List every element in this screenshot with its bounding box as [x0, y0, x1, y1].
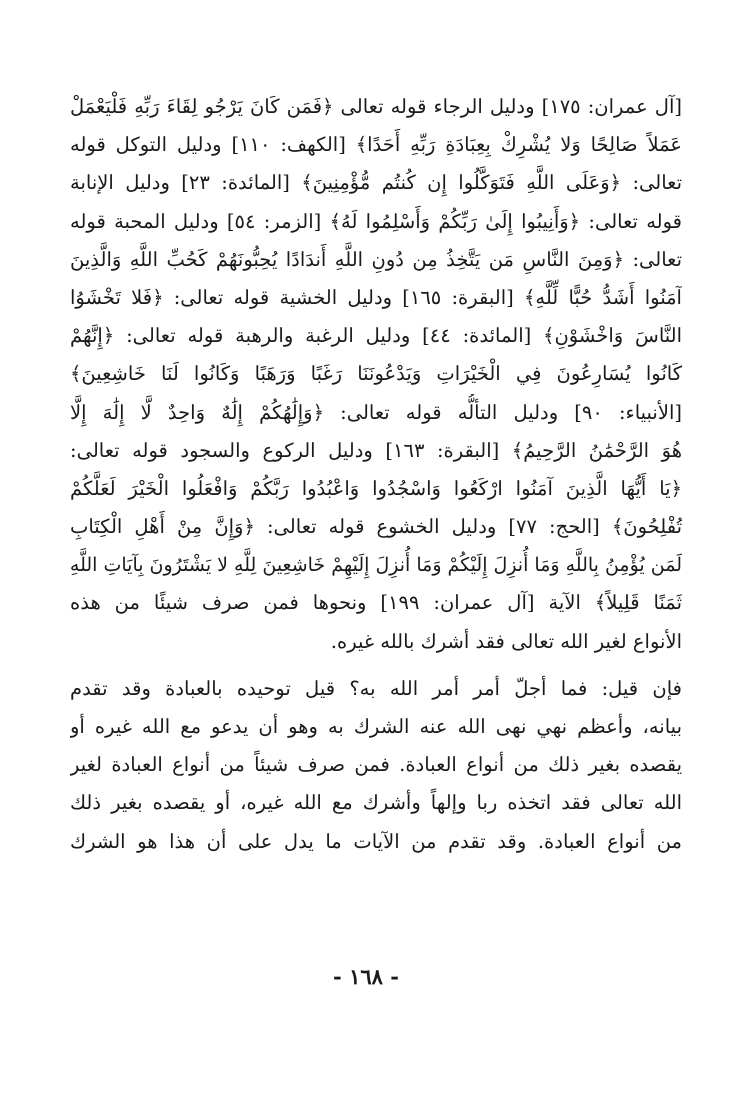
text-line: قوله تعالى: ﴿وَأَنِيبُوا إِلَىٰ رَبِّكُمْ وَأَسْلِمُوا لَهُ﴾ [الزمر: ٥٤] ودليل المحبة قوله [70, 209, 682, 233]
text-line: الله تعالى فقد اتخذه ربا وإلهاً وأشرك مع الله غيره، أو يقصده بغير ذلك [70, 791, 682, 815]
text-line: تُفْلِحُونَ﴾ [الحج: ٧٧] ودليل الخشوع قوله تعالى: ﴿وَإِنَّ مِنْ أَهْلِ الْكِتَابِ [70, 515, 682, 539]
text-line: ثَمَنًا قَلِيلاً﴾ الآية [آل عمران: ١٩٩] ونحوها فمن صرف شيئًا من هذه [70, 591, 682, 615]
text-line: تعالى: ﴿وَمِنَ النَّاسِ مَن يَتَّخِذُ مِن دُونِ اللَّهِ أَندَادًا يُحِبُّونَهُمْ كَحُبِّ اللَّهِ وَالَّذِينَ [70, 247, 682, 271]
text-line: الأنواع لغير الله تعالى فقد أشرك بالله غيره. [330, 629, 682, 653]
text-line: ﴿يَا أَيُّهَا الَّذِينَ آمَنُوا ارْكَعُوا وَاسْجُدُوا وَاعْبُدُوا رَبَّكُمْ وَافْعَلُوا الْخَيْرَ لَعَلَّكُمْ [70, 476, 682, 500]
text-line: فإن قيل: فما أجلّ أمر أمر الله به؟ قيل توحيده بالعبادة وقد تقدم [70, 676, 682, 700]
paragraph-question [70, 670, 682, 861]
text-line: آمَنُوا أَشَدُّ حُبًّا لِّلَّهِ﴾ [البقرة: ١٦٥] ودليل الخشية قوله تعالى: ﴿فَلا تَخْشَوُا [70, 285, 682, 309]
text-line: بيانه، وأعظم نهي نهى الله عنه الشرك به وهو أن يدعو مع الله غيره أو [70, 715, 682, 738]
text-line: النَّاسَ وَاخْشَوْنِ﴾ [المائدة: ٤٤] ودليل الرغبة والرهبة قوله تعالى: ﴿إِنَّهُمْ [70, 324, 682, 348]
text-line: عَمَلاً صَالِحًا وَلا يُشْرِكْ بِعِبَادَةِ رَبِّهِ أَحَدًا﴾ [الكهف: ١١٠] ودليل التوكل قوله [70, 133, 682, 157]
text-line: تعالى: ﴿وَعَلَى اللَّهِ فَتَوَكَّلُوا إِن كُنتُم مُّؤْمِنِينَ﴾ [المائدة: ٢٣] ودليل الإنابة [70, 171, 682, 195]
text-line: هُوَ الرَّحْمَٰنُ الرَّحِيمُ﴾ [البقرة: ١٦٣] ودليل الركوع والسجود قوله تعالى: [70, 438, 682, 462]
page-body [70, 88, 682, 861]
paragraph-evidence [70, 88, 682, 661]
text-line: لَمَن يُؤْمِنُ بِاللَّهِ وَمَا أُنزِلَ إِلَيْكُمْ وَمَا أُنزِلَ إِلَيْهِمْ خَاشِعِينَ لِلَّهِ لا يَشْتَرُونَ بِآيَاتِ اللَّهِ [70, 554, 682, 577]
text-line: يقصده بغير ذلك من أنواع العبادة. فمن صرف شيئاً من أنواع العبادة لغير [70, 753, 682, 777]
text-line: من أنواع العبادة. وقد تقدم من الآيات ما يدل على أن هذا هو الشرك [70, 829, 682, 853]
text-line: كَانُوا يُسَارِعُونَ فِي الْخَيْرَاتِ وَيَدْعُونَنَا رَغَبًا وَرَهَبًا وَكَانُوا لَنَا خَاشِعِينَ﴾ [70, 362, 682, 386]
text-line: [الأنبياء: ٩٠] ودليل التألُّه قوله تعالى: ﴿وَإِلَٰهُكُمْ إِلَٰهٌ وَاحِدٌ لَّا إِلَٰهَ إِلَّا [70, 400, 682, 424]
page-number: - ١٦٨ - [333, 964, 399, 989]
text-line: [آل عمران: ١٧٥] ودليل الرجاء قوله تعالى ﴿فَمَن كَانَ يَرْجُو لِقَاءَ رَبِّهِ فَلْيَعْمَلْ [70, 95, 682, 118]
